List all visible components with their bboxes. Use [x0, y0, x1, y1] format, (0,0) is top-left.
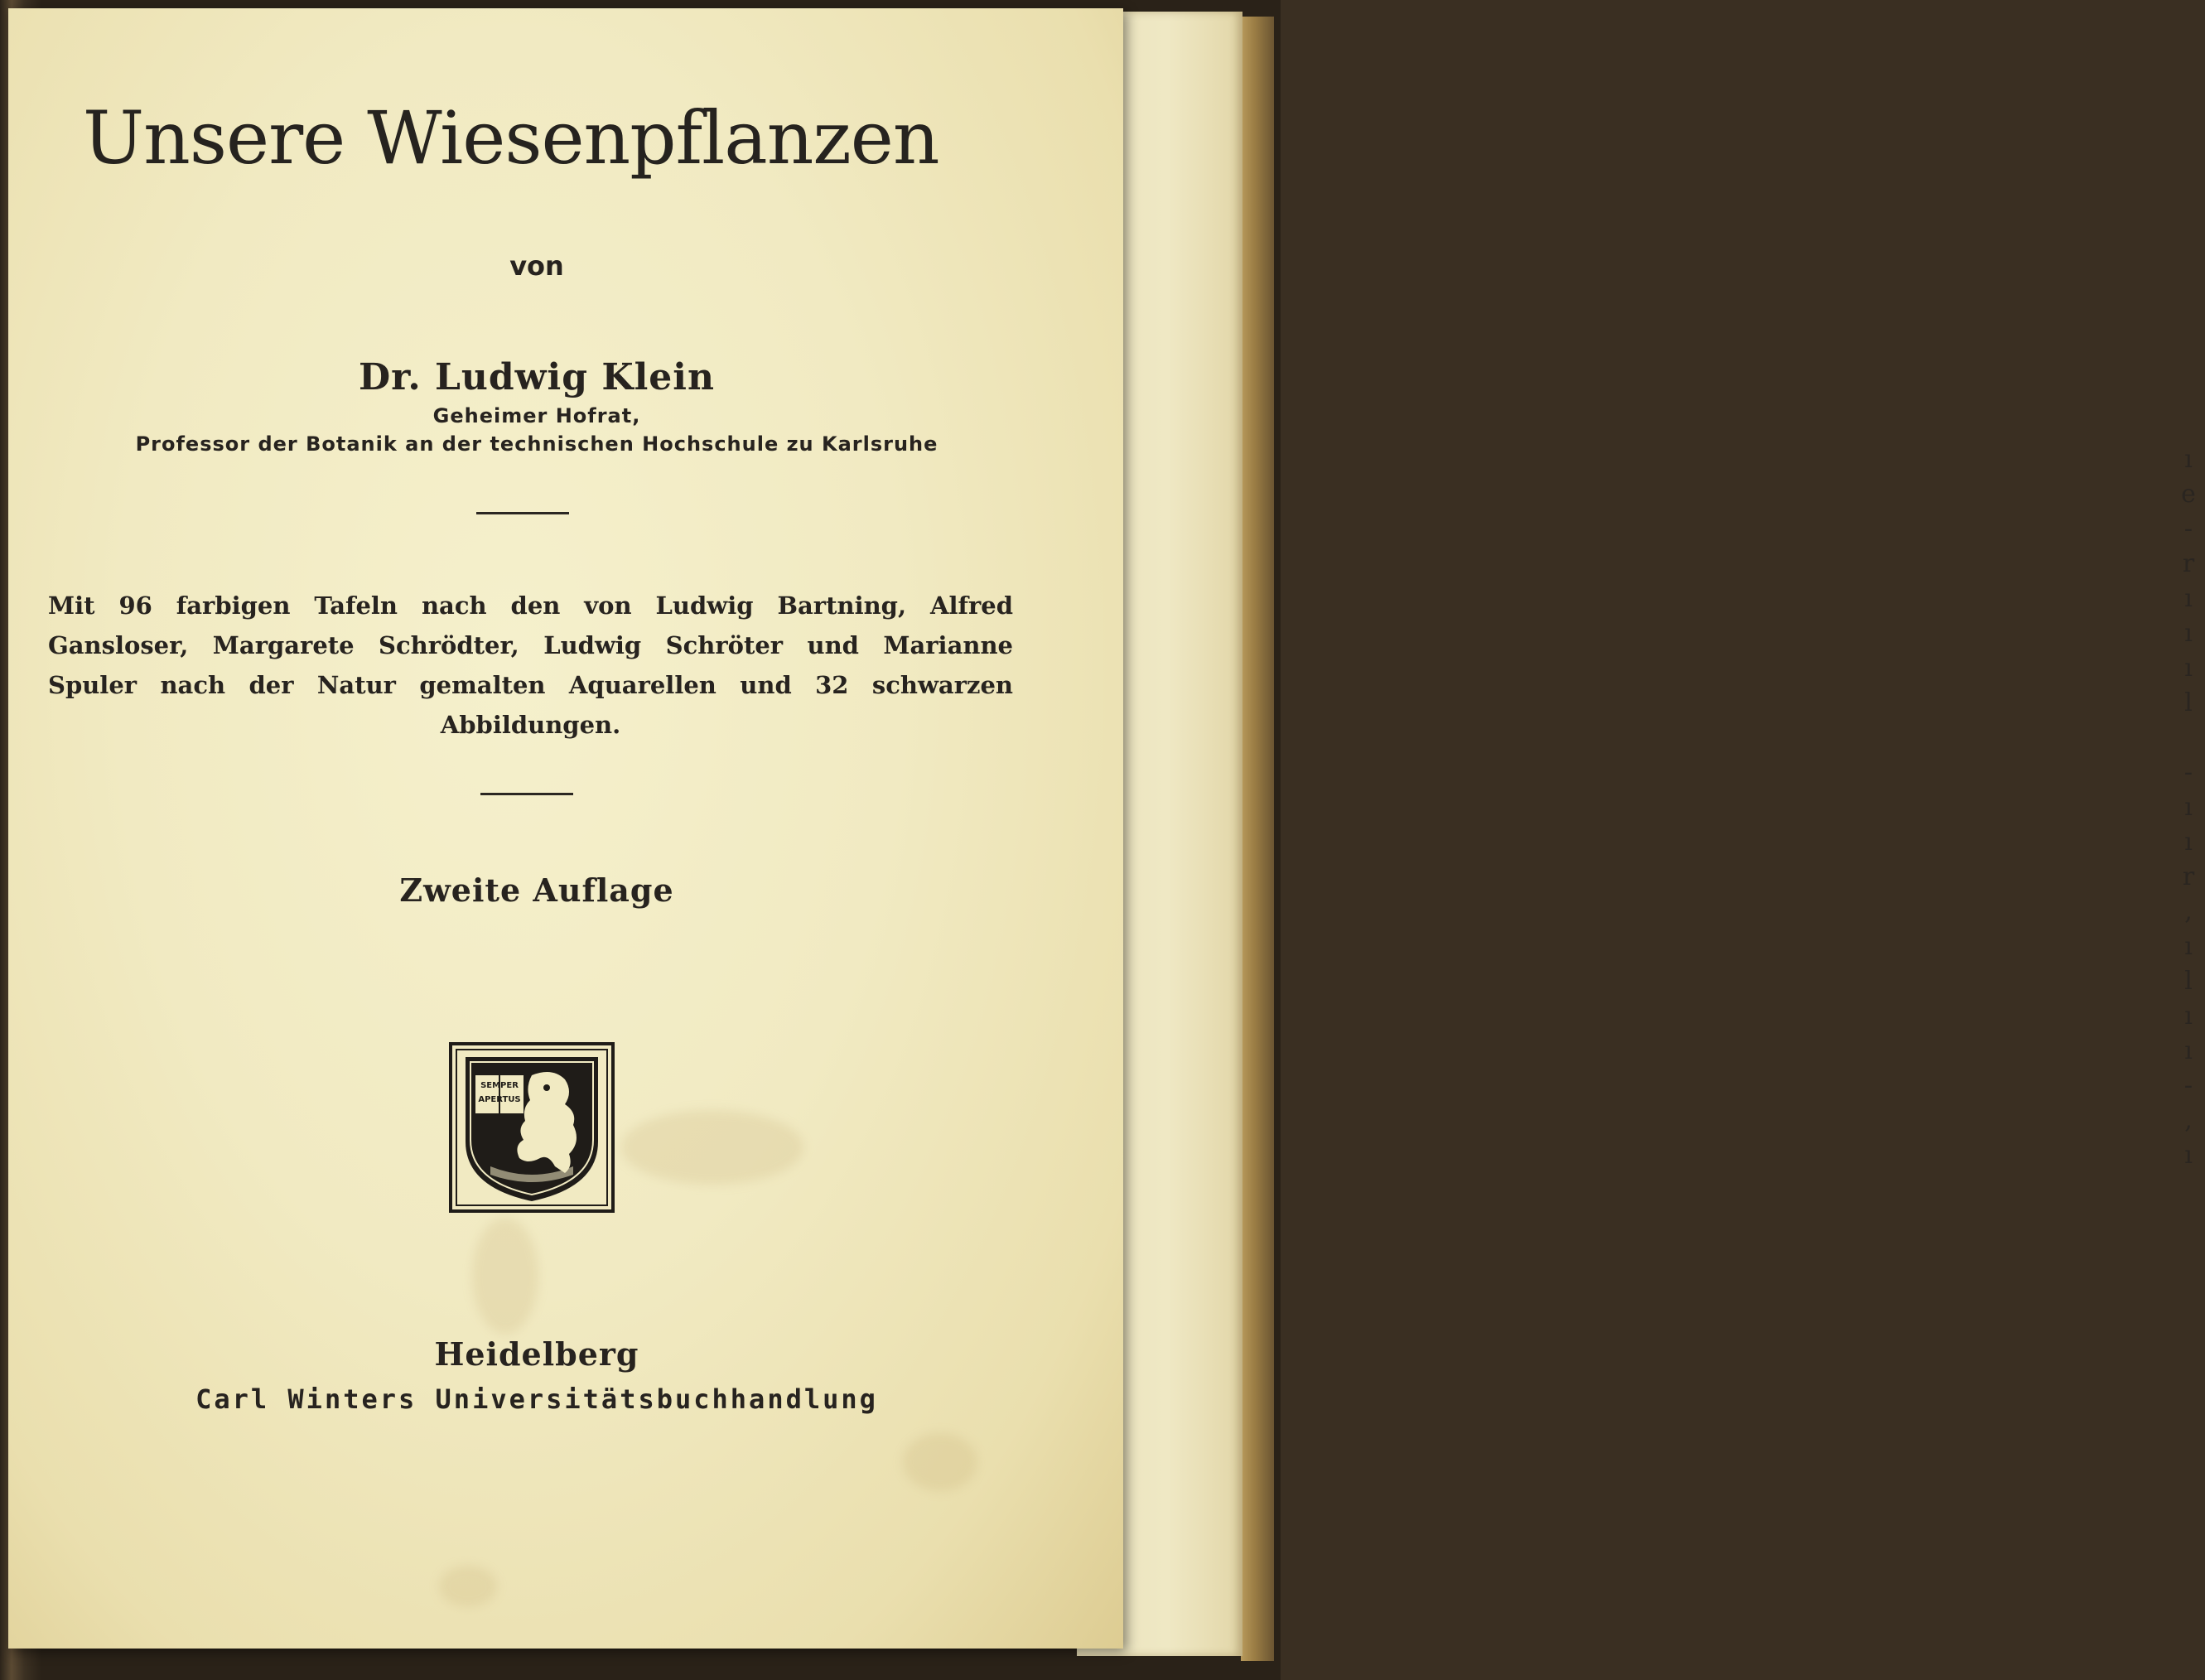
paper-stain	[472, 1218, 538, 1334]
publisher-name: Carl Winters Universitätsbuchhandlung	[195, 1383, 878, 1415]
back-page-fragment: -	[2183, 758, 2193, 787]
back-page-fragment: l	[2184, 967, 2193, 996]
back-page-fragment	[2172, 721, 2205, 756]
back-page-fragment: ı	[2184, 619, 2193, 648]
back-page-fragment: ,	[2184, 897, 2193, 926]
back-page-fragment: l	[2184, 688, 2193, 717]
author-affiliation: Professor der Botanik an der technischen Hochschule zu Karlsruhe	[135, 432, 938, 456]
publisher-city: Heidelberg	[434, 1335, 639, 1373]
back-page-fragment: ı	[2184, 584, 2193, 613]
back-page-text-fragments	[2172, 442, 2205, 1173]
publisher-emblem	[449, 1042, 615, 1213]
by-line: von	[509, 250, 564, 282]
back-page-fragment: ı	[2184, 1141, 2193, 1170]
back-page-fragment: ı	[2184, 793, 2193, 822]
emblem-motto-text: SEMPER	[480, 1081, 519, 1090]
book-edge	[1241, 17, 1274, 1661]
back-page-fragment: r	[2182, 549, 2195, 578]
back-page-fragment: ı	[2184, 445, 2193, 474]
back-page-fragment: ,	[2184, 1106, 2193, 1135]
paper-stain	[439, 1566, 497, 1607]
divider	[476, 512, 569, 514]
author-name: Dr. Ludwig Klein	[359, 356, 715, 398]
paper-stain	[903, 1433, 977, 1491]
back-page-fragment: r	[2182, 862, 2195, 891]
emblem-motto-text: APERTUS	[478, 1095, 521, 1104]
edition: Zweite Auflage	[399, 871, 674, 909]
back-page-fragment: ı	[2184, 1002, 2193, 1031]
back-page-fragment: ı	[2184, 932, 2193, 961]
author-title: Geheimer Hofrat,	[432, 404, 641, 427]
back-page-fragment: -	[2183, 1071, 2193, 1100]
paper-stain	[621, 1110, 803, 1185]
back-page-fragment: ı	[2184, 1036, 2193, 1065]
back-page-fragment: ı	[2184, 654, 2193, 683]
illustration-description: Mit 96 farbigen Tafeln nach den von Ludwig Bartning, Alfred Gansloser, Margarete Schrödter, Ludwig Schröter und Marianne Spuler nach der Natur gemalten Aquarellen und 32 schwarzen Abbildungen.	[48, 591, 1013, 739]
back-page-fragment: ı	[2184, 828, 2193, 857]
book-title: Unsere Wiesenpflanzen	[83, 95, 939, 181]
back-page-fragment: e	[2181, 480, 2196, 509]
back-page-fragment: -	[2183, 514, 2193, 543]
divider	[480, 793, 573, 795]
title-page	[8, 8, 1123, 1649]
